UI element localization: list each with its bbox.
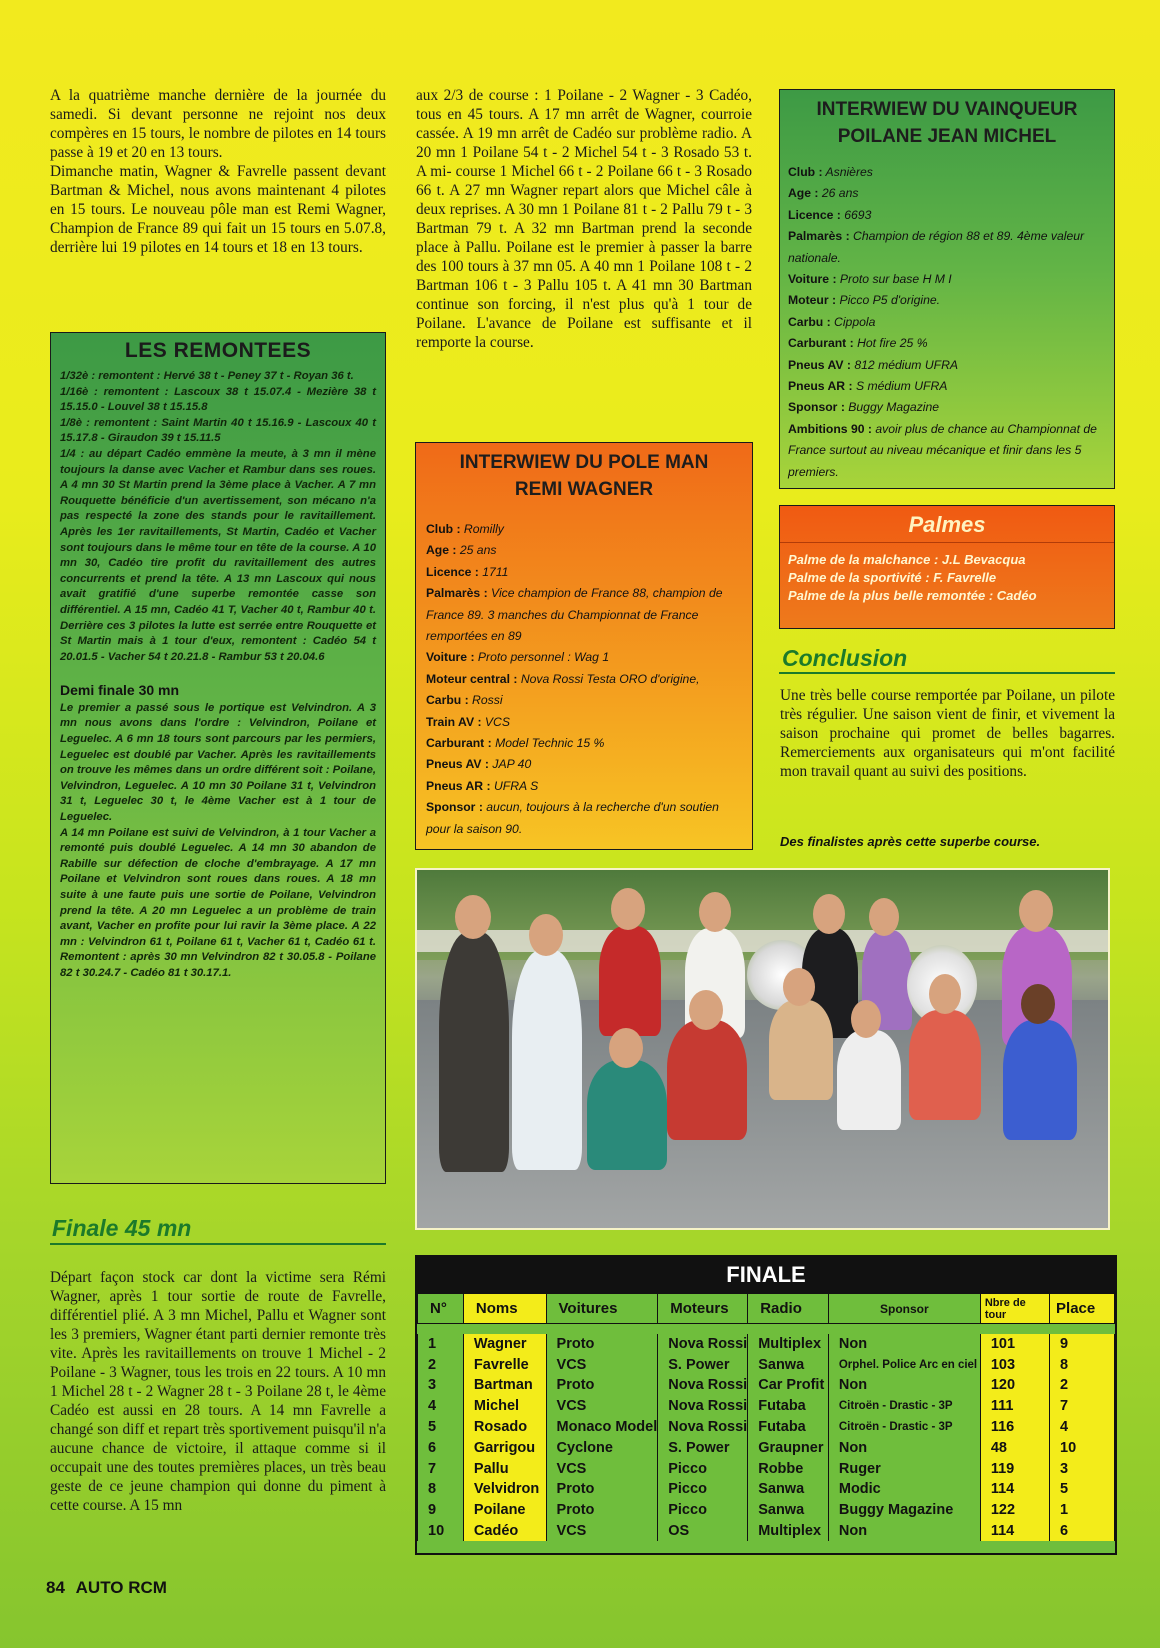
person-2-head xyxy=(529,914,563,956)
winner-interview-box xyxy=(779,89,1115,489)
pole-interview-value: VCS xyxy=(484,714,510,729)
pole-interview-row xyxy=(426,754,742,775)
remontees-32e: 1/32è : remontent : Hervé 38 t - Peney 37 t - Royan 36 t. xyxy=(60,370,354,382)
col-header-noms: Noms xyxy=(463,1294,546,1324)
col-header-moteurs: Moteurs xyxy=(658,1294,748,1324)
cell-nom: Rosado xyxy=(463,1417,546,1438)
demi-finale-p1: Le premier a passé sous le portique est Velvindron. A 3 mn nous avons dans l'ordre : Velvindron, Poilane et Leguelec. A 6 mn 18 tours sont parcours par les permiers, Leguelec est doublé par Vacher. Après les ravitaillements on trouve les mêmes dans un ordre différent soit : Poilane, Velvindron, Leguelec. A 10 mn 30 Poilane 31 t, Velvindron 31 t, Leguelec 30 t, le 4ème Vacher est à 1 tour de Leguelec. xyxy=(60,701,376,824)
cell-moteur: Picco xyxy=(658,1458,748,1479)
person-1 xyxy=(439,932,509,1172)
cell-radio: Graupner xyxy=(748,1437,829,1458)
winner-interview-label: Voiture : xyxy=(788,272,837,287)
cell-tour: 114 xyxy=(980,1479,1049,1500)
cell-radio: Car Profit xyxy=(748,1375,829,1396)
winner-interview-label: Carburant : xyxy=(788,336,854,351)
pole-interview-label: Palmarès : xyxy=(426,586,488,601)
winner-interview-value: 6693 xyxy=(844,207,872,222)
winner-interview-value: 812 médium UFRA xyxy=(854,357,959,372)
winner-interview-row xyxy=(788,226,1106,269)
cell-tour: 120 xyxy=(980,1375,1049,1396)
cell-moteur: S. Power xyxy=(658,1437,748,1458)
cell-num: 10 xyxy=(418,1521,464,1542)
person-10-head xyxy=(783,968,815,1006)
pole-interview-value: 25 ans xyxy=(459,543,497,558)
winner-interview-label: Licence : xyxy=(788,207,841,222)
cell-tour: 119 xyxy=(980,1458,1049,1479)
remontees-16e: 1/16è : remontent : Lascoux 38 t 15.07.4 - Mezière 38 t 15.15.0 - Louvel 38 t 15.15.8 xyxy=(60,385,376,414)
pole-interview-row xyxy=(426,647,742,668)
winner-interview-label: Ambitions 90 : xyxy=(788,421,872,436)
pole-interview-title-1: INTERWIEW DU POLE MAN xyxy=(459,452,709,473)
winner-interview-label: Age : xyxy=(788,186,819,201)
table-row xyxy=(418,1417,1115,1438)
cell-nom: Poilane xyxy=(463,1500,546,1521)
winner-interview-label: Sponsor : xyxy=(788,400,845,415)
cell-radio: Futaba xyxy=(748,1417,829,1438)
pole-interview-row xyxy=(426,733,742,754)
winner-interview-row xyxy=(788,205,1106,226)
pole-interview-title-2: REMI WAGNER xyxy=(514,479,654,500)
cell-sponsor: Non xyxy=(828,1375,980,1396)
cell-place: 3 xyxy=(1050,1458,1115,1479)
palme-malchance: Palme de la malchance : J.L Bevacqua xyxy=(788,552,1026,567)
race-report-paragraph: aux 2/3 de course : 1 Poilane - 2 Wagner - 3 Cadéo, tous en 45 tours. A 17 mn arrêt de Wagner, courroie cassée. A 19 mn arrêt de Cadéo sur problème radio. A 20 mn 1 Poilane 54 t - 2 Michel 54 t - 3 Rosado 53 t. A mi- course 1 Michel 66 t - 2 Poilane 66 t - 3 Rosado 66 t. A 27 mn Wagner repart alors que Michel câle à deux reprises. A 30 mn 1 Poilane 81 t - 2 Pallu 79 t - 3 Bartman 79 t. A 32 mn Bartman prend la seconde place à Pallu. Poilane est le premier à passer la barre des 100 tours à 37 mn 05. A 40 mn 1 Poilane 108 t - 2 Bartman 106 t - 3 Pallu 105 t. A 41 mn 30 Bartman continue son forcing, il n'est plus qu'à 1 tour de Poilane. L'avance de Poilane est suffisante et il remporte la course. xyxy=(416,87,752,351)
pole-interview-row xyxy=(426,712,742,733)
cell-radio: Sanwa xyxy=(748,1479,829,1500)
cell-place: 6 xyxy=(1050,1521,1115,1542)
cell-sponsor: Non xyxy=(828,1334,980,1355)
cell-radio: Multiplex xyxy=(748,1334,829,1355)
pole-interview-value: JAP 40 xyxy=(492,757,532,772)
cell-tour: 48 xyxy=(980,1437,1049,1458)
pole-interview-value: aucun, toujours à la recherche d'un soutien pour la saison 90. xyxy=(426,800,719,836)
cell-sponsor: Citroën - Drastic - 3P xyxy=(828,1396,980,1417)
finalists-photo xyxy=(415,868,1110,1230)
cell-sponsor: Citroën - Drastic - 3P xyxy=(828,1417,980,1438)
person-4-head xyxy=(699,892,731,932)
cell-voiture: Cyclone xyxy=(546,1437,658,1458)
photo-caption: Des finalistes après cette superbe course. xyxy=(780,834,1041,849)
cell-num: 2 xyxy=(418,1354,464,1375)
table-row xyxy=(418,1521,1115,1542)
person-5-head xyxy=(813,894,845,934)
table-row xyxy=(418,1458,1115,1479)
cell-moteur: Nova Rossi xyxy=(658,1375,748,1396)
pole-interview-details xyxy=(426,519,742,840)
winner-interview-row xyxy=(788,312,1106,333)
winner-interview-row xyxy=(788,397,1106,418)
person-8-head xyxy=(609,1028,643,1068)
cell-nom: Wagner xyxy=(463,1334,546,1355)
pole-interview-row xyxy=(426,540,742,561)
finale-table xyxy=(417,1293,1115,1541)
person-11 xyxy=(837,1030,901,1130)
winner-interview-value: S médium UFRA xyxy=(855,379,948,394)
winner-interview-value: Picco P5 d'origine. xyxy=(839,293,941,308)
cell-tour: 103 xyxy=(980,1354,1049,1375)
pole-interview-label: Carburant : xyxy=(426,736,492,751)
col-header-sponsor: Sponsor xyxy=(828,1294,980,1324)
winner-interview-label: Palmarès : xyxy=(788,229,850,244)
table-row xyxy=(418,1479,1115,1500)
pole-interview-label: Sponsor : xyxy=(426,800,483,815)
pole-interview-row xyxy=(426,583,742,647)
pole-interview-value: Rossi xyxy=(472,693,503,708)
winner-interview-row xyxy=(788,419,1106,483)
person-7-head xyxy=(1019,890,1053,932)
cell-moteur: OS xyxy=(658,1521,748,1542)
person-3 xyxy=(599,926,661,1036)
cell-moteur: Picco xyxy=(658,1479,748,1500)
winner-interview-row xyxy=(788,162,1106,183)
finale-table-header-row xyxy=(418,1294,1115,1324)
cell-sponsor: Modic xyxy=(828,1479,980,1500)
winner-interview-value: Proto sur base H M I xyxy=(839,272,952,287)
cell-tour: 122 xyxy=(980,1500,1049,1521)
pole-interview-row xyxy=(426,797,742,840)
person-8 xyxy=(587,1060,667,1170)
cell-num: 7 xyxy=(418,1458,464,1479)
person-2 xyxy=(512,950,582,1170)
palmes-box xyxy=(779,505,1115,629)
cell-voiture: Monaco Model xyxy=(546,1417,658,1438)
pole-man-interview-box xyxy=(415,442,753,850)
cell-radio: Futaba xyxy=(748,1396,829,1417)
cell-nom: Velvidron xyxy=(463,1479,546,1500)
cell-place: 7 xyxy=(1050,1396,1115,1417)
remontees-quart: 1/4 : au départ Cadéo emmène la meute, à 3 mn il mène toujours la danse avec Vacher et Rambur dans ses roues. A 4 mn 30 St Martin prend la 3ème place à Vacher. A 7 mn Rouquette bénéficie d'un avertissement, son mécano n'a pas respecté la zone des stands pour le ravitaillement. Après les 1er ravitaillements, St Martin, Cadéo et Vacher sont toujours dans le même tour en tête de la course. A 10 mn 30, Cadéo tire profit du ravitaillement des autres concurrents et prend la tête. A 13 mn Lascoux qui nous avait gratifié d'une superbe remontée casse son différentiel. A 15 mn, Cadéo 41 T, Vacher 40 t, Rambur 40 t. Derrière ces 3 pilotes la lutte est serrée entre Rouquette et St Martin mais à 1 tour d'eux, remontent : Cadéo 54 t 20.01.5 - Vacher 54 t 20.21.8 - Rambur 53 t 20.04.6 xyxy=(60,447,376,663)
pole-interview-label: Pneus AV : xyxy=(426,757,489,772)
person-10 xyxy=(769,1000,833,1100)
cell-voiture: VCS xyxy=(546,1458,658,1479)
pole-interview-value: Nova Rossi Testa ORO d'origine, xyxy=(520,671,700,686)
table-row xyxy=(418,1396,1115,1417)
remontees-8e: 1/8è : remontent : Saint Martin 40 t 15.16.9 - Lascoux 40 t 15.17.8 - Giraudon 39 t 15.11.5 xyxy=(60,416,376,445)
winner-interview-label: Pneus AV : xyxy=(788,357,851,372)
winner-interview-title-2: POILANE JEAN MICHEL xyxy=(837,126,1057,147)
conclusion-paragraph: Une très belle course remportée par Poilane, un pilote très régulier. Une saison vient de finir, et vivement la saison prochaine qui promet de belles bagarres. Remerciements aux organisateurs qui m'ont facilité mon travail quant au suivi des positions. xyxy=(780,687,1115,780)
winner-interview-value: Cippola xyxy=(834,314,876,329)
person-1-head xyxy=(455,895,491,939)
cell-voiture: Proto xyxy=(546,1375,658,1396)
pole-interview-label: Moteur central : xyxy=(426,671,518,686)
col-header-place: Place xyxy=(1050,1294,1115,1324)
cell-num: 4 xyxy=(418,1396,464,1417)
palme-remontee: Palme de la plus belle remontée : Cadéo xyxy=(788,588,1037,603)
winner-interview-label: Pneus AR : xyxy=(788,379,853,394)
col-header-num: N° xyxy=(418,1294,464,1324)
winner-interview-row xyxy=(788,333,1106,354)
cell-nom: Michel xyxy=(463,1396,546,1417)
pole-interview-value: UFRA S xyxy=(493,778,539,793)
pole-interview-label: Carbu : xyxy=(426,693,469,708)
winner-interview-row xyxy=(788,290,1106,311)
cell-num: 3 xyxy=(418,1375,464,1396)
cell-sponsor: Ruger xyxy=(828,1458,980,1479)
cell-moteur: S. Power xyxy=(658,1354,748,1375)
cell-tour: 111 xyxy=(980,1396,1049,1417)
cell-place: 1 xyxy=(1050,1500,1115,1521)
person-12-head xyxy=(929,974,961,1014)
cell-voiture: Proto xyxy=(546,1479,658,1500)
pole-interview-value: Romilly xyxy=(463,522,504,536)
pole-interview-row xyxy=(426,669,742,690)
cell-place: 10 xyxy=(1050,1437,1115,1458)
cell-nom: Cadéo xyxy=(463,1521,546,1542)
pole-interview-row xyxy=(426,690,742,711)
cell-nom: Favrelle xyxy=(463,1354,546,1375)
person-13 xyxy=(1003,1020,1077,1140)
cell-num: 6 xyxy=(418,1437,464,1458)
cell-place: 5 xyxy=(1050,1479,1115,1500)
cell-sponsor: Buggy Magazine xyxy=(828,1500,980,1521)
cell-radio: Sanwa xyxy=(748,1500,829,1521)
person-9-head xyxy=(689,990,723,1030)
cell-place: 9 xyxy=(1050,1334,1115,1355)
cell-num: 9 xyxy=(418,1500,464,1521)
page-number: 84 xyxy=(46,1578,65,1597)
cell-voiture: VCS xyxy=(546,1396,658,1417)
finale-heading: Finale 45 mn xyxy=(52,1215,192,1241)
winner-interview-row xyxy=(788,376,1106,397)
table-row xyxy=(418,1437,1115,1458)
demi-finale-p2: A 14 mn Poilane est suivi de Velvindron, à 1 tour Vacher a remonté puis doublé Leguelec. A 14 mn 30 abandon de Rabille sur défection de cloche d'embrayage. A 17 mn Poilane et Velvindron sont roues dans roues. A 18 mn suite à une faute puis une sortie de Poilane, Velvindron prend la tête. A 20 mn Leguelec a un problème de train avant, Vacher en profite pour lui ravir la 3ème place. A 22 mn : Velvindron 61 t, Poilane 61 t, Vacher 61 t, Cadéo 61 t. Remontent : après 30 mn Velvindron 82 t 30.05.8 - Poilane 82 t 30.24.7 - Cadéo 81 t 30.17.1. xyxy=(60,826,376,979)
demi-finale-title: Demi finale 30 mn xyxy=(60,682,180,699)
finale-table-container xyxy=(415,1255,1117,1555)
cell-nom: Garrigou xyxy=(463,1437,546,1458)
pole-interview-label: Age : xyxy=(426,543,457,558)
pole-interview-label: Train AV : xyxy=(426,714,482,729)
pole-interview-label: Licence : xyxy=(426,564,479,579)
pole-interview-value: Vice champion de France 88, champion de France 89. 3 manches du Championnat de France remportées en 89 xyxy=(426,586,723,644)
palmes-title: Palmes xyxy=(908,512,986,537)
finale-table-title: FINALE xyxy=(417,1257,1115,1293)
winner-interview-label: Club : xyxy=(788,165,823,179)
table-row xyxy=(418,1334,1115,1355)
cell-voiture: VCS xyxy=(546,1521,658,1542)
col-header-voitures: Voitures xyxy=(546,1294,658,1324)
table-row xyxy=(418,1354,1115,1375)
remontees-box xyxy=(50,332,386,1184)
cell-num: 1 xyxy=(418,1334,464,1355)
cell-place: 8 xyxy=(1050,1354,1115,1375)
pole-interview-row xyxy=(426,519,742,540)
person-11-head xyxy=(851,1000,881,1038)
winner-interview-row xyxy=(788,355,1106,376)
winner-interview-value: Champion de région 88 et 89. 4ème valeur nationale. xyxy=(788,229,1085,265)
finale-paragraph: Départ façon stock car dont la victime sera Rémi Wagner, après 1 tour sortie de route de Favrelle, différentiel plié. A 3 mn Michel, Pallu et Wagner sont les 3 premiers, Wagner étant parti dernier remonte très vite. Après les ravitaillements on trouve 1 Michel - 2 Poilane - 3 Wagner, tous les trois en 22 tours. A 10 mn 1 Michel 28 t - 2 Wagner 28 t - 3 Poilane 28 t, le 4ème Cadéo est aussi en 28 tours. A 14 mn Favrelle a changé son diff et repart très sportivement puisqu'il n'a aucune chance de victoire, il attaque comme si il occupait une des toutes premières places, un très beau geste de ce jeune champion qui donne du piment à cette course. A 15 mn xyxy=(50,1269,386,1514)
cell-moteur: Nova Rossi xyxy=(658,1334,748,1355)
winner-interview-label: Carbu : xyxy=(788,314,831,329)
table-row xyxy=(418,1500,1115,1521)
cell-sponsor: Non xyxy=(828,1437,980,1458)
person-6-head xyxy=(869,898,899,936)
pole-interview-label: Club : xyxy=(426,522,461,536)
cell-place: 2 xyxy=(1050,1375,1115,1396)
pole-interview-row xyxy=(426,776,742,797)
winner-interview-details xyxy=(788,162,1106,483)
magazine-name: AUTO RCM xyxy=(75,1578,167,1597)
cell-tour: 114 xyxy=(980,1521,1049,1542)
col-header-tours: Nbre de tour xyxy=(980,1294,1049,1324)
person-3-head xyxy=(611,888,645,930)
cell-moteur: Picco xyxy=(658,1500,748,1521)
cell-voiture: VCS xyxy=(546,1354,658,1375)
cell-voiture: Proto xyxy=(546,1500,658,1521)
cell-voiture: Proto xyxy=(546,1334,658,1355)
pole-interview-label: Voiture : xyxy=(426,650,475,665)
pole-interview-row xyxy=(426,562,742,583)
winner-interview-row xyxy=(788,183,1106,204)
winner-interview-value: 26 ans xyxy=(821,186,859,201)
pole-interview-value: Proto personnel : Wag 1 xyxy=(477,650,610,665)
cell-place: 4 xyxy=(1050,1417,1115,1438)
page-footer xyxy=(46,1578,167,1598)
pole-interview-value: 1711 xyxy=(482,564,509,579)
cell-sponsor: Non xyxy=(828,1521,980,1542)
winner-interview-value: Asnières xyxy=(825,165,873,179)
cell-radio: Sanwa xyxy=(748,1354,829,1375)
cell-sponsor: Orphel. Police Arc en ciel xyxy=(828,1354,980,1375)
intro-paragraph: A la quatrième manche dernière de la journée du samedi. Si devant personne ne rejoint nos deux compères en 15 tours, le nombre de pilotes en 14 tours passe à 19 et 20 en 13 tours. Dimanche matin, Wagner & Favrelle passent devant Bartman & Michel, nous avons maintenant 4 pilotes en 15 tours. Le nouveau pôle man est Remi Wagner, Champion de France 89 qui fait un 15 tours en 5.07.8, derrière lui 19 pilotes en 14 tours et 18 en 13 tours. xyxy=(50,87,386,256)
cell-num: 8 xyxy=(418,1479,464,1500)
cell-tour: 116 xyxy=(980,1417,1049,1438)
person-9 xyxy=(667,1020,747,1140)
winner-interview-title-1: INTERWIEW DU VAINQUEUR xyxy=(816,99,1078,120)
cell-nom: Bartman xyxy=(463,1375,546,1396)
conclusion-heading: Conclusion xyxy=(782,645,908,671)
winner-interview-row xyxy=(788,269,1106,290)
cell-num: 5 xyxy=(418,1417,464,1438)
remontees-title: LES REMONTEES xyxy=(124,339,312,362)
pole-interview-value: Model Technic 15 % xyxy=(495,736,605,751)
winner-interview-value: Hot fire 25 % xyxy=(857,336,928,351)
cell-moteur: Nova Rossi xyxy=(658,1417,748,1438)
winner-interview-label: Moteur : xyxy=(788,293,837,308)
cell-radio: Multiplex xyxy=(748,1521,829,1542)
cell-tour: 101 xyxy=(980,1334,1049,1355)
winner-interview-value: avoir plus de chance au Championnat de France surtout au niveau mécanique et finir dans les 5 premiers. xyxy=(788,421,1097,479)
finale-heading-rule xyxy=(50,1243,386,1245)
cell-moteur: Nova Rossi xyxy=(658,1396,748,1417)
col-header-radio: Radio xyxy=(748,1294,829,1324)
palme-sportivite: Palme de la sportivité : F. Favrelle xyxy=(788,570,997,585)
conclusion-rule xyxy=(779,672,1115,674)
pole-interview-label: Pneus AR : xyxy=(426,778,491,793)
person-13-head xyxy=(1021,984,1055,1024)
cell-radio: Robbe xyxy=(748,1458,829,1479)
cell-nom: Pallu xyxy=(463,1458,546,1479)
winner-interview-value: Buggy Magazine xyxy=(848,400,940,415)
table-row xyxy=(418,1375,1115,1396)
person-12 xyxy=(909,1010,981,1120)
